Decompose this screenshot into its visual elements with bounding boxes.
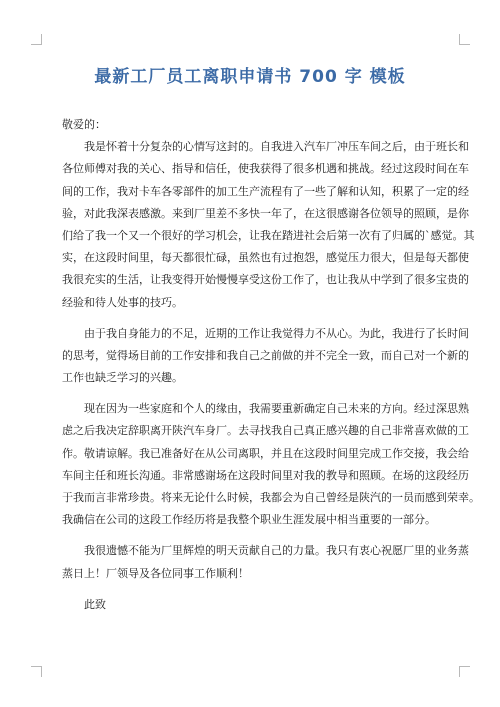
crop-mark-top-left (31, 34, 42, 45)
paragraph-line: 现在因为一些家庭和个人的缘由，我需要重新确定自己未来的方向。经过深思熟 (84, 402, 469, 416)
paragraph-line: 各位师傅对我的关心、指导和信任，使我获得了很多机遇和挑战。经过这段时间在车 (62, 162, 469, 176)
paragraph-line: 经验和待人处事的技巧。 (62, 295, 183, 309)
crop-mark-top-right (459, 34, 470, 45)
closing: 此致 (84, 597, 106, 611)
paragraph-line: 们给了我一个又一个很好的学习机会，让我在踏进社会后第一次有了归属的`感觉。其 (62, 228, 475, 242)
paragraph-2 (62, 323, 469, 390)
paragraph-line: 的思考，觉得场目前的工作安排和我自己之前做的并不完全一致，而自己对一个新的 (62, 348, 469, 362)
paragraph-line: 实，在这段时间里，每天都很忙碌，虽然也有过抱怨，感觉压力很大，但是每天都使 (62, 251, 469, 265)
crop-mark-bottom-left (31, 666, 42, 677)
paragraph-line: 虑之后我决定辞职离开陕汽车身厂。去寻找我自己真正感兴趣的自己非常喜欢做的工 (62, 424, 469, 438)
crop-mark-bottom-right (459, 666, 470, 677)
paragraph-3 (62, 398, 480, 531)
paragraph-line: 作。敬请谅解。我已准备好在从公司离职，并且在这段时间里完成工作交接，我会给 (62, 446, 469, 460)
paragraph-line: 车间主任和班长沟通。非常感谢场在这段时间里对我的教导和照顾。在场的这段经历 (62, 468, 469, 482)
document-body (62, 114, 480, 616)
paragraph-line: 验，对此我深表感激。来到厂里差不多快一年了，在这很感谢各位领导的照顾，是你 (62, 206, 469, 220)
paragraph-line: 由于我自身能力的不足，近期的工作让我觉得力不从心。为此，我进行了长时间 (84, 326, 469, 340)
paragraph-line: 工作也缺乏学习的兴趣。 (62, 371, 183, 385)
paragraph-4 (62, 540, 469, 584)
paragraph-line: 我很充实的生活，让我变得开始慢慢享受这份工作了，也让我从中学到了很多宝贵的 (62, 273, 469, 287)
paragraph-line: 我是怀着十分复杂的心情写这封的。自我进入汽车厂冲压车间之后，由于班长和 (84, 140, 469, 154)
paragraph-line: 蒸日上！厂领导及各位同事工作顺利！ (62, 566, 249, 580)
paragraph-line: 我确信在公司的这段工作经历将是我整个职业生涯发展中相当重要的一部分。 (62, 513, 436, 527)
paragraph-line: 间的工作，我对卡车各零部件的加工生产流程有了一些了解和认知，积累了一定的经 (62, 184, 469, 198)
paragraph-line: 于我而言非常珍贵。将来无论什么时候，我都会为自己曾经是陕汽的一员而感到荣幸。 (62, 491, 480, 504)
paragraph-1 (62, 136, 475, 314)
salutation: 敬爱的： (62, 118, 106, 131)
document-title: 最新工厂员工离职申请书 700 字 模板 (94, 67, 406, 87)
paragraph-line: 我很遗憾不能为厂里辉煌的明天贡献自己的力量。我只有衷心祝愿厂里的业务蒸 (84, 544, 469, 558)
